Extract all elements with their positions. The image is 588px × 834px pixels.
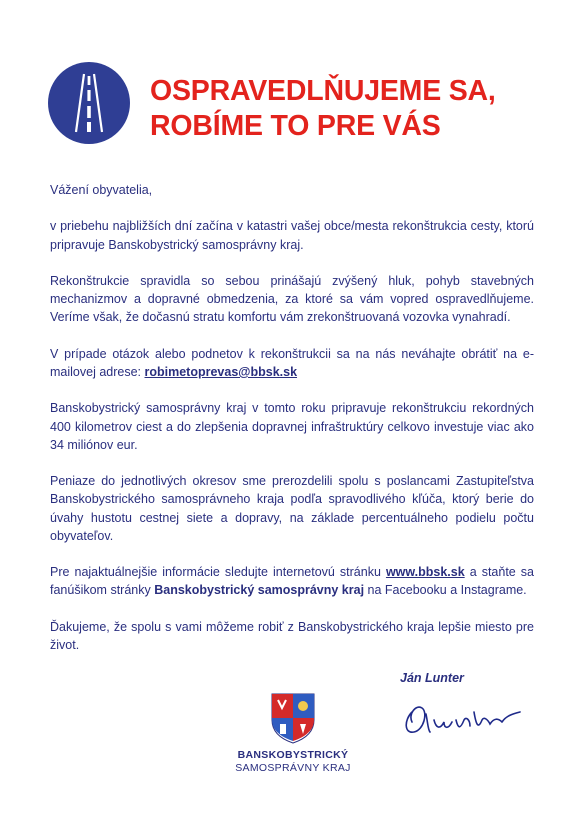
title-line-1: OSPRAVEDLŇUJEME SA, (150, 75, 496, 107)
salutation: Vážení obyvatelia, (50, 183, 153, 197)
paragraph-2: Rekonštrukcie spravidla so sebou prinášajú zvýšený hluk, pohyb stavebných mechanizmov a dopravné obmedzenia, za ktoré sa vám vopred ospravedlňujeme. Veríme však, že dočasnú stratu komfortu vám zrekonštruovaná vozovka vynahradí. (50, 273, 534, 325)
signature-icon (398, 690, 528, 745)
letter-body (50, 181, 534, 672)
paragraph-6-text-b: a staňte sa fanúšikom stránky (50, 565, 534, 598)
email-link[interactable]: robimetoprevas@bbsk.sk (144, 364, 298, 379)
paragraph-1: v priebehu najbližších dní začína v katastri vašej obce/mesta rekonštrukcia cesty, ktorú pripravuje Banskobystrický samosprávny kraj. (50, 219, 534, 252)
coat-of-arms-icon (268, 692, 318, 744)
road-icon (48, 62, 130, 144)
page-title (150, 74, 570, 144)
paragraph-7: Ďakujeme, že spolu s vami môžeme robiť z Banskobystrického kraja lepšie miesto pre život. (50, 619, 534, 652)
organization-name (220, 749, 366, 775)
website-link[interactable]: www.bbsk.sk (385, 565, 465, 580)
paragraph-6 (50, 563, 534, 599)
paragraph-5: Peniaze do jednotlivých okresov sme prerozdelili spolu s poslancami Zastupiteľstva Banskobystrického samosprávneho kraja podľa spravodlivého kľúča, ktorý berie do úvahy hustotu cestnej siete a dopravy, na základe percentuálneho podielu počtu obyvateľov. (50, 474, 534, 543)
paragraph-6-text-c: na Facebooku a Instagrame. (364, 583, 527, 598)
paragraph-6-text-a: Pre najaktuálnejšie informácie sledujte internetovú stránku (50, 565, 386, 580)
title-line-2: ROBÍME TO PRE VÁS (150, 110, 441, 142)
facebook-page-name: Banskobystrický samosprávny kraj (154, 583, 365, 598)
paragraph-4: Banskobystrický samosprávny kraj v tomto roku pripravuje rekonštrukciu rekordných 400 kilometrov ciest a do zlepšenia dopravnej infraštruktúry celkovo investuje viac ako 34 miliónov eur. (50, 401, 534, 452)
signer-name: Ján Lunter (400, 671, 464, 685)
paragraph-3 (50, 345, 534, 381)
org-name-line-1: BANSKOBYSTRICKÝ (237, 749, 349, 761)
org-name-line-2: SAMOSPRÁVNY KRAJ (235, 762, 351, 774)
paragraph-3-text: V prípade otázok alebo podnetov k rekonštrukcii sa na nás neváhajte obrátiť na e-mailovej adrese: (50, 346, 534, 379)
